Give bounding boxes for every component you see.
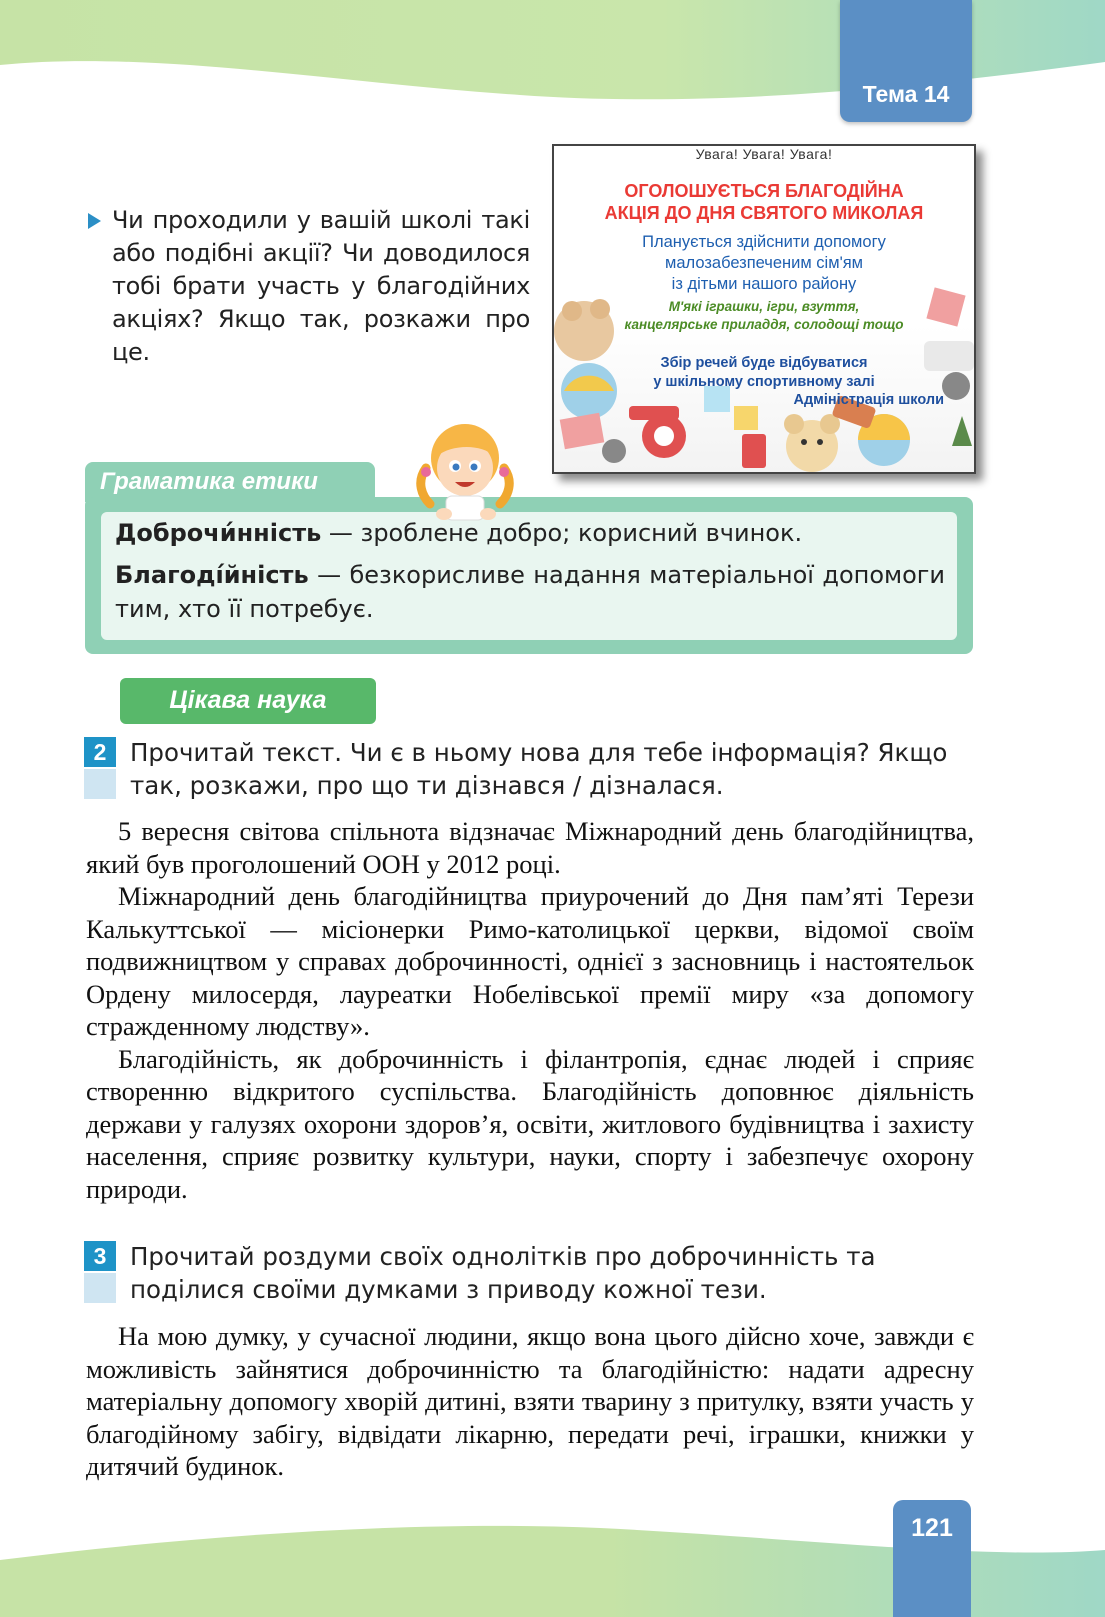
poster-items (554, 298, 974, 334)
science-tab (120, 678, 376, 724)
opinion-text (86, 1320, 974, 1483)
poster-plan (554, 232, 974, 295)
definition-charity (115, 516, 945, 550)
definition-philanthropy-term: Благоді́йність (115, 561, 309, 589)
page-number-tab (893, 1500, 971, 1617)
ethics-tab (85, 462, 375, 502)
question-block (88, 204, 530, 369)
definition-charity-term: Доброчи́нність (115, 519, 322, 547)
task-2-text: Прочитай текст. Чи є в ньому нова для тебе інформація? Якщо так, розкажи, про що ти дізнався / дізналася. (130, 738, 948, 800)
task-3-text: Прочитай роздуми своїх однолітків про доброчинність та поділися своїми думками з приводу кожної тези. (130, 1242, 876, 1304)
poster-plan-3: із дітьми нашого району (671, 275, 857, 293)
question-text: Чи проходили у вашій школі такі або подібні акції? Чи доводилося тобі брати участь у благодійних акціях? Якщо так, розкажи про це. (112, 206, 530, 366)
poster-headline-2: АКЦІЯ ДО ДНЯ СВЯТОГО МИКОЛАЯ (604, 203, 924, 223)
poster-admin: Адміністрація школи (793, 392, 944, 408)
article-paragraph-3: Благодійність, як доброчинність і філантропія, єднає людей і сприяє створенню відкритого суспільства. Благодійність доповнює діяльність держави у галузях охорони здоров’я, освіти, житлового будівництва і захисту населення, сприяє розвитку культури, науки, спорту і забезпечує охорону природи. (86, 1043, 974, 1204)
poster-items-1: М'які іграшки, ігри, взуття, (668, 299, 860, 314)
topic-label: Тема 14 (862, 81, 950, 107)
task-2-number-decoration (84, 769, 116, 799)
poster-attention: Увага! Увага! Увага! (695, 146, 833, 162)
definition-philanthropy-text: — безкорисливе надання матеріальної допомоги тим, хто її потребує. (115, 561, 945, 623)
article-paragraph-2: Міжнародний день благодійництва приурочений до Дня пам’яті Терези Калькуттської — місіонерки Римо-католицької церкви, відомої своїм подвижництвом у справах доброчинності, однієї з засновниць і настоятельок Ордену милосердя, лауреатки Нобелівської премії миру «за допомогу стражденному людству». (86, 881, 974, 1041)
opinion-paragraph: На мою думку, у сучасної людини, якщо вона цього дійсно хоче, завжди є можливість зайнятися доброчинністю та благодійністю: надати адресну матеріальну допомогу хворій дитині, взяти тварину з притулку, взяти участь у благодійному забігу, відвідати лікарню, передати речі, іграшки, книжки у дитячий будинок. (86, 1321, 974, 1481)
bullet-triangle-icon (88, 213, 101, 229)
task-2-number: 2 (84, 737, 116, 767)
poster-collect-2: у шкільному спортивному залі (653, 374, 875, 390)
task-3-number: 3 (84, 1241, 116, 1271)
girl-illustration (412, 412, 522, 524)
article-text (86, 815, 974, 1205)
charity-poster (552, 144, 976, 474)
poster-headline-1: ОГОЛОШУЄТЬСЯ БЛАГОДІЙНА (624, 181, 904, 201)
poster-plan-2: малозабезпеченим сім'ям (665, 254, 863, 272)
poster-plan-1: Планується здійснити допомогу (642, 233, 886, 251)
poster-items-2: канцелярське приладдя, солодощі тощо (624, 317, 904, 332)
definition-philanthropy (115, 558, 945, 626)
page-number: 121 (911, 1514, 953, 1542)
task-3-number-decoration (84, 1273, 116, 1303)
definition-charity-text: — зроблене добро; корисний вчинок. (321, 519, 803, 547)
ethics-tab-label: Граматика етики (100, 468, 318, 495)
science-tab-label: Цікава наука (169, 686, 327, 714)
poster-collect (554, 354, 974, 392)
article-paragraph-1: 5 вересня світова спільнота відзначає Міжнародний день благодійництва, який був проголошений ООН у 2012 році. (86, 816, 974, 879)
topic-tab (840, 0, 972, 122)
poster-headline (554, 180, 974, 224)
poster-collect-1: Збір речей буде відбуватися (660, 355, 868, 371)
